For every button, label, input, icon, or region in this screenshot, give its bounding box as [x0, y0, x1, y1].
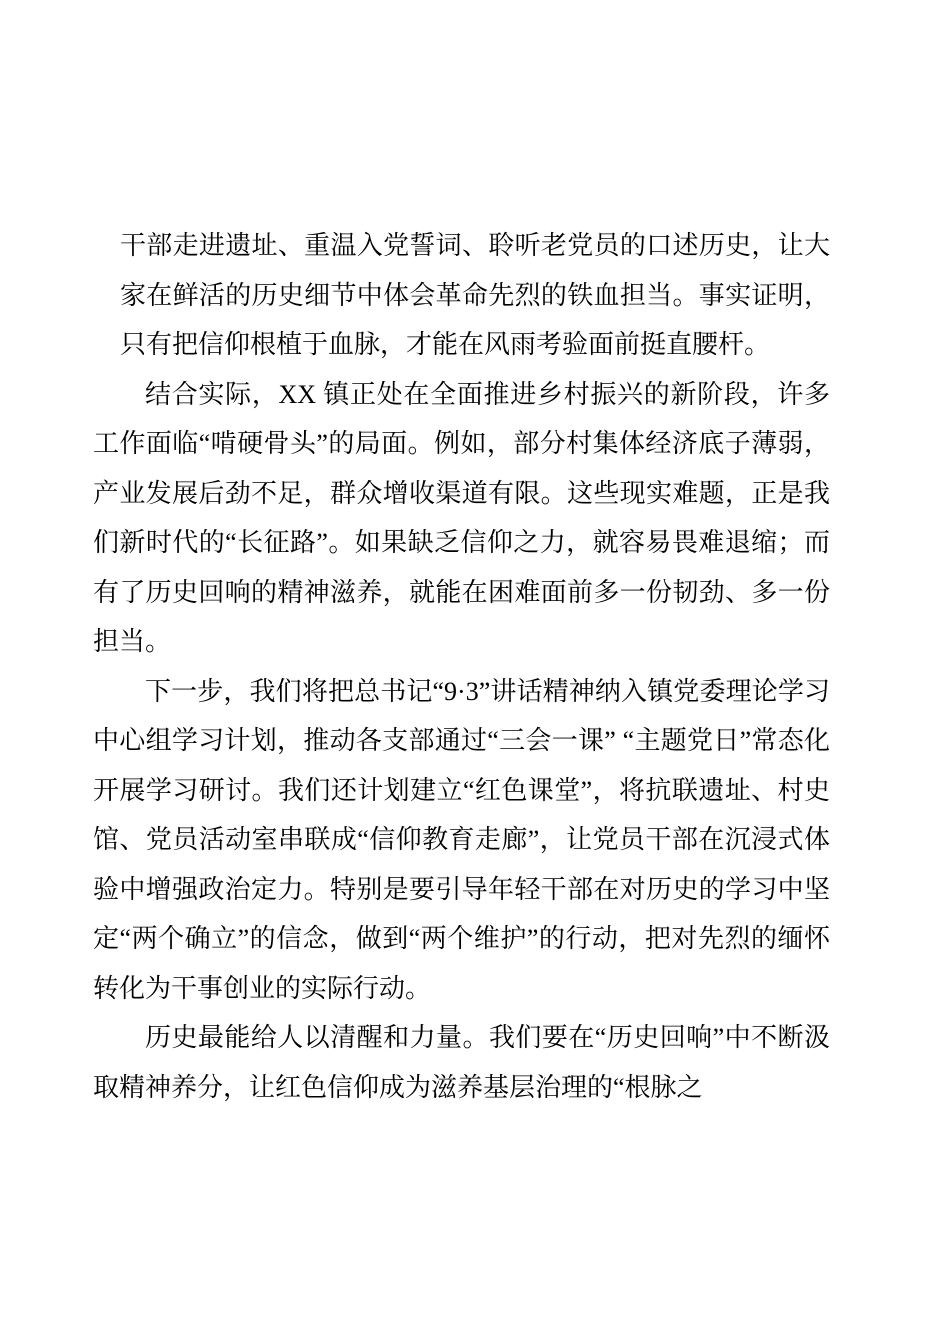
- paragraph: 下一步，我们将把总书记“9·3”讲话精神纳入镇党委理论学习中心组学习计划，推动各支部通过“三会一课” “主题党日”常态化开展学习研讨。我们还计划建立“红色课堂”，将抗联遗址、村史馆、党员活动室串联成“信仰教育走廊”，让党员干部在沉浸式体验中增强政治定力。特别是要引导年轻干部在对历史的学习中坚定“两个确立”的信念，做到“两个维护”的行动，把对先烈的缅怀转化为干事创业的实际行动。: [93, 676, 830, 1003]
- document-body: [93, 221, 830, 1112]
- paragraph: 结合实际，XX 镇正处在全面推进乡村振兴的新阶段，许多工作面临“啃硬骨头”的局面。例如，部分村集体经济底子薄弱，产业发展后劲不足，群众增收渠道有限。这些现实难题，正是我们新时代的“长征路”。如果缺乏信仰之力，就容易畏难退缩；而有了历史回响的精神滋养，就能在困难面前多一份韧劲、多一份担当。: [93, 379, 830, 656]
- paragraph: 历史最能给人以清醒和力量。我们要在“历史回响”中不断汲取精神养分，让红色信仰成为滋养基层治理的“根脉之: [93, 1023, 830, 1102]
- paragraph-continuation: 干部走进遗址、重温入党誓词、聆听老党员的口述历史，让大家在鲜活的历史细节中体会革命先烈的铁血担当。事实证明，只有把信仰根植于血脉，才能在风雨考验面前挺直腰杆。: [120, 231, 830, 359]
